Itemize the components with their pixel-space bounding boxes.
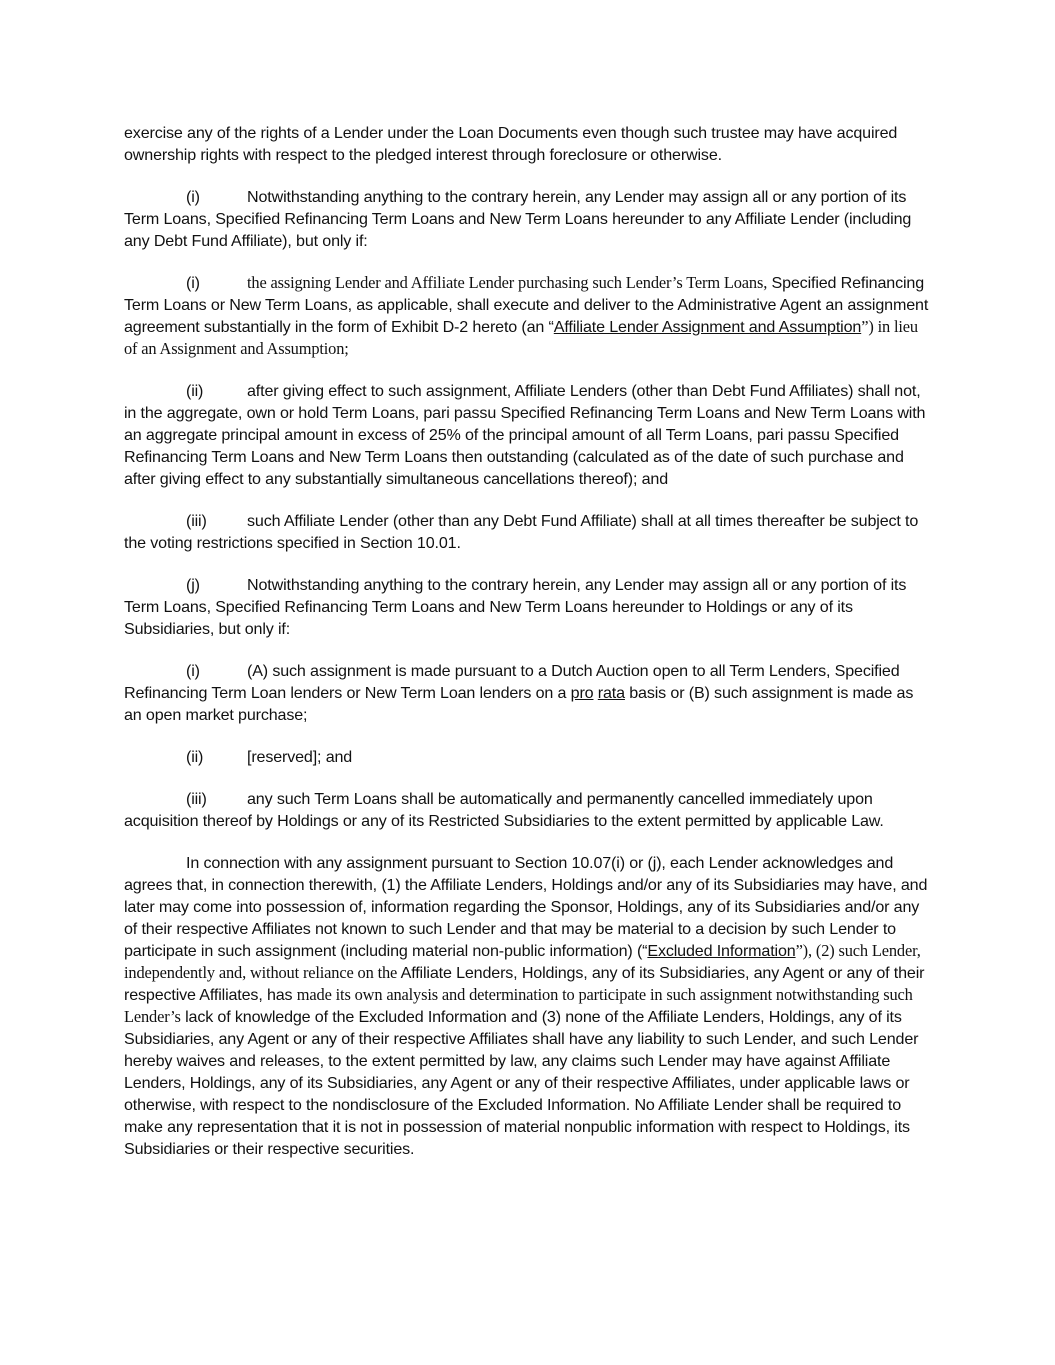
defined-term: Affiliate Lender Assignment and Assumption bbox=[553, 318, 862, 336]
section-i bbox=[124, 186, 930, 252]
paragraph-text: Specified Refinancing Term Loans or New Term Loans, as applicable, shall execute and deliver to the Administrative Agent an assignment agreement substantially in the form of Exhibit D-2 hereto (an “ bbox=[124, 274, 929, 336]
document-page bbox=[124, 122, 930, 1180]
paragraph-text: lack of knowledge of the Excluded Information and (3) none of the Affiliate Lenders, Holdings, any of its Subsidiaries, any Agent or any of their respective Affiliates shall have any liability to such Lender, and such Lender hereby waives and releases, to the extent permitted by law, any claims such Lender may have against Affiliate Lenders, Holdings, any of its Subsidiaries, any Agent or any of their respective Affiliates, under applicable laws or otherwise, with respect to the nondisclosure of the Excluded Information. No Affiliate Lender shall be required to make any representation that it is not in possession of material nonpublic information with respect to Holdings, its Subsidiaries or their respective securities. bbox=[124, 1008, 919, 1158]
paragraph-text: Notwithstanding anything to the contrary herein, any Lender may assign all or any portion of its Term Loans, Specified Refinancing Term Loans and New Term Loans hereunder to Holdings or any of its Subsidiaries, but only if: bbox=[124, 576, 907, 638]
clause-number: (iii) bbox=[186, 512, 207, 530]
paragraph-text: ”) in lieu of an Assignment and Assumption; bbox=[124, 317, 918, 358]
paragraph-continuation bbox=[124, 122, 930, 166]
paragraph-text: (A) such assignment is made pursuant to a Dutch Auction open to all Term Lenders, Specified Refinancing Term Loan lenders or New Term Loan lenders on a bbox=[124, 662, 900, 702]
paragraph-text: ”), (2) such Lender, independently and, without reliance on the bbox=[124, 941, 921, 982]
closing-paragraph bbox=[124, 852, 930, 1160]
clause-i-3 bbox=[124, 510, 930, 554]
clause-number: (ii) bbox=[186, 382, 204, 400]
clause-i-1 bbox=[124, 272, 930, 360]
paragraph-text: made its own analysis and determination to participate in such assignment notwithstanding such Lender’s bbox=[124, 985, 913, 1026]
paragraph-text: Notwithstanding anything to the contrary herein, any Lender may assign all or any portion of its Term Loans, Specified Refinancing Term Loans and New Term Loans hereunder to any Affiliate Lender (including any Debt Fund Affiliate), but only if: bbox=[124, 188, 912, 250]
clause-i-2 bbox=[124, 380, 930, 490]
clause-number: (i) bbox=[186, 662, 200, 680]
paragraph-text: Affiliate Lenders, Holdings, any of its Subsidiaries, any Agent or any of their respective Affiliates, has bbox=[124, 964, 925, 1004]
underlined-term: rata bbox=[597, 684, 625, 702]
paragraph-text: exercise any of the rights of a Lender under the Loan Documents even though such trustee may have acquired ownership rights with respect to the pledged interest through foreclosure or otherwise. bbox=[124, 124, 898, 164]
section-j bbox=[124, 574, 930, 640]
paragraph-text: any such Term Loans shall be automatically and permanently cancelled immediately upon acquisition thereof by Holdings or any of its Restricted Subsidiaries to the extent permitted by applicable Law. bbox=[124, 790, 884, 830]
paragraph-text: basis or (B) such assignment is made as an open market purchase; bbox=[124, 684, 914, 724]
underlined-term: pro bbox=[570, 684, 594, 702]
paragraph-text: after giving effect to such assignment, Affiliate Lenders (other than Debt Fund Affiliates) shall not, in the aggregate, own or hold Term Loans, pari passu Specified Refinancing Term Loans and New Term Loans with an aggregate principal amount in excess of 25% of the principal amount of all Term Loans, pari passu Specified Refinancing Term Loans and New Term Loans then outstanding (calculated as of the date of such purchase and after giving effect to any substantially simultaneous cancellations thereof); and bbox=[124, 382, 926, 488]
defined-term: Excluded Information bbox=[647, 942, 796, 960]
clause-j-2 bbox=[124, 746, 930, 768]
paragraph-text: the assigning Lender and Affiliate Lender purchasing such Lender’s Term Loans, bbox=[247, 273, 768, 292]
clause-number: (ii) bbox=[186, 748, 204, 766]
paragraph-text: [reserved]; and bbox=[247, 748, 353, 766]
clause-j-1 bbox=[124, 660, 930, 726]
section-number: (i) bbox=[186, 188, 200, 206]
paragraph-text: such Affiliate Lender (other than any Debt Fund Affiliate) shall at all times thereafter be subject to the voting restrictions specified in Section 10.01. bbox=[124, 512, 919, 552]
paragraph-text: In connection with any assignment pursuant to Section 10.07(i) or (j), each Lender acknowledges and agrees that, in connection therewith, (1) the Affiliate Lenders, Holdings and/or any of its Subsidiaries may have, and later may come into possession of, information regarding the Sponsor, Holdings, any of its Subsidiaries and/or any of their respective Affiliates not known to such Lender and that may be material to a decision by such Lender to participate in such assignment (including material non-public information) (“ bbox=[124, 854, 928, 960]
clause-number: (iii) bbox=[186, 790, 207, 808]
clause-j-3 bbox=[124, 788, 930, 832]
clause-number: (i) bbox=[186, 274, 200, 292]
section-number: (j) bbox=[186, 576, 200, 594]
